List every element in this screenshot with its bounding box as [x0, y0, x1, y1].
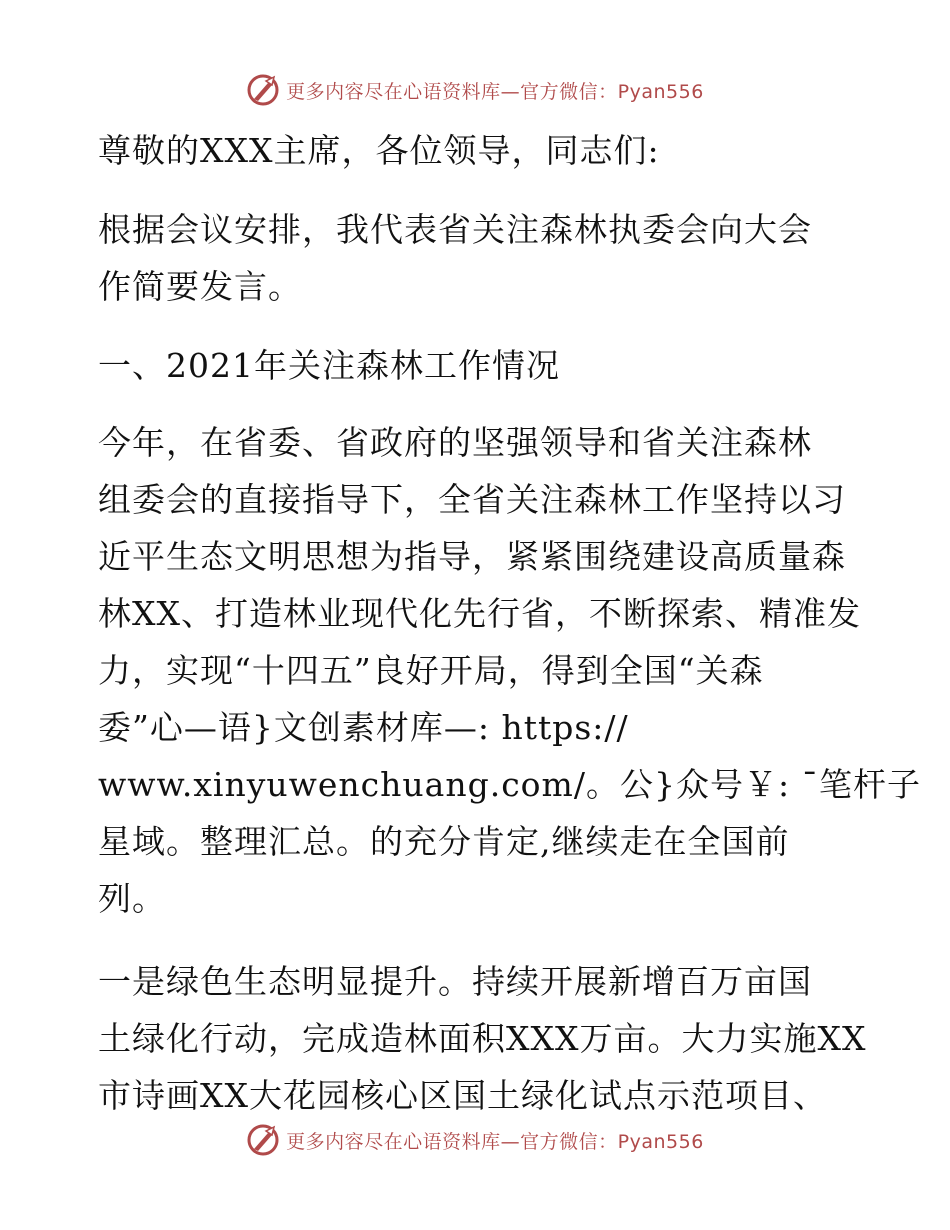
header-watermark-text: 更多内容尽在心语资料库—官方微信：Pyan556 — [286, 80, 704, 103]
paragraph-intro — [98, 201, 858, 315]
text-line: 力，实现“十四五”良好开局，得到全国“关森 — [98, 651, 764, 690]
header-watermark-banner — [0, 70, 950, 110]
paragraph-salutation — [98, 122, 858, 179]
text-line: 星域。整理汇总。的充分肯定,继续走在全国前 — [98, 822, 790, 861]
text-line: 根据会议安排，我代表省关注森林执委会向大会 — [98, 210, 812, 249]
text-line: 组委会的直接指导下，全省关注森林工作坚持以习 — [98, 480, 846, 519]
document-body — [98, 122, 922, 1142]
section-heading — [98, 337, 858, 394]
text-line: 近平生态文明思想为指导，紧紧围绕建设高质量森 — [98, 537, 846, 576]
quill-seal-icon — [246, 1123, 280, 1157]
text-line: 林XX、打造林业现代化先行省，不断探索、精准发 — [98, 594, 861, 633]
text-line: 尊敬的XXX主席，各位领导，同志们: — [98, 131, 660, 170]
footer-watermark-text: 更多内容尽在心语资料库—官方微信：Pyan556 — [286, 1130, 704, 1153]
quill-seal-icon — [246, 73, 280, 107]
paragraph-green-ecology — [98, 953, 867, 1124]
text-line: 列。 — [98, 879, 166, 918]
footer-watermark-banner — [0, 1120, 950, 1160]
text-line: 作简要发言。 — [98, 267, 302, 306]
text-line: 一、2021年关注森林工作情况 — [98, 346, 560, 385]
paragraph-summary — [98, 414, 922, 927]
text-line: 今年，在省委、省政府的坚强领导和省关注森林 — [98, 423, 812, 462]
text-line: 市诗画XX大花园核心区国土绿化试点示范项目、 — [98, 1076, 827, 1115]
text-line: www.xinyuwenchuang.com/。公}众号￥: ¯笔杆子 — [98, 765, 922, 804]
text-line: 委”心—语}文创素材库—: https:// — [98, 708, 629, 747]
text-line: 土绿化行动，完成造林面积XXX万亩。大力实施XX — [98, 1019, 867, 1058]
text-line: 一是绿色生态明显提升。持续开展新增百万亩国 — [98, 962, 812, 1001]
